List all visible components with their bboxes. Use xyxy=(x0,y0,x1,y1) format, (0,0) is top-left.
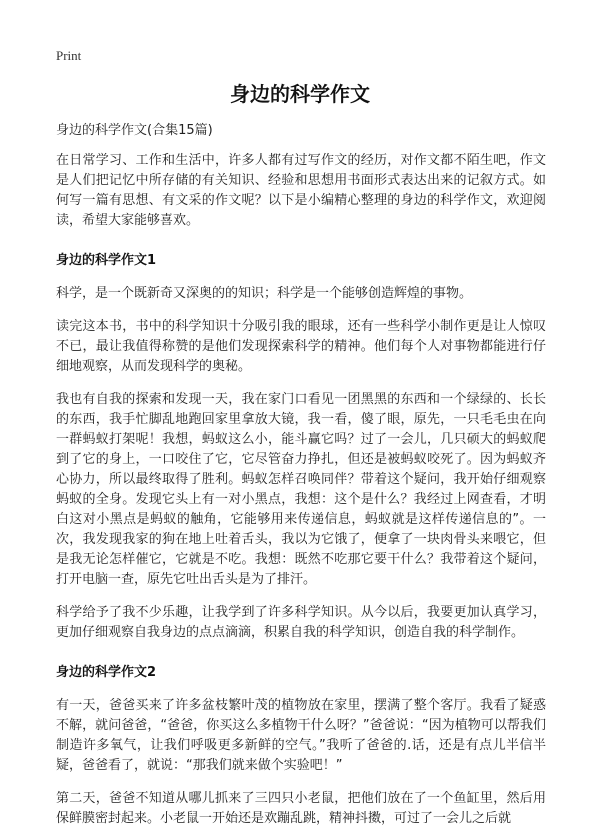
section-paragraph: 科学给予了我不少乐趣，让我学到了许多科学知识。从今以后，我要更加认真学习，更加仔细观察自我身边的点点滴滴，积累自我的科学知识，创造自我的科学制作。 xyxy=(56,605,546,640)
section-heading: 身边的科学作文2 xyxy=(56,665,157,680)
section-paragraph: 有一天，爸爸买来了许多盆枝繁叶茂的植物放在家里，摆满了整个客厅。我看了疑惑不解，就问爸爸，“爸爸，你买这么多植物干什么呀？”爸爸说：“因为植物可以帮我们制造许多氧气，让我们呼吸更多新鲜的空气。”我听了爸爸的.话，还是有点儿半信半疑，爸爸看了，就说：“那我们就来做个实验吧！” xyxy=(56,698,546,773)
intro-paragraph: 在日常学习、工作和生活中，许多人都有过写作文的经历，对作文都不陌生吧，作文是人们把记忆中所存储的有关知识、经验和思想用书面形式表达出来的记叙方式。如何写一篇有思想、有文采的作文呢？以下是小编精心整理的身边的科学作文，欢迎阅读，希望大家能够喜欢。 xyxy=(56,153,546,228)
page-title: 身边的科学作文 xyxy=(230,82,370,106)
section-2 xyxy=(56,663,546,828)
print-link[interactable]: Print xyxy=(56,48,82,63)
section-heading: 身边的科学作文1 xyxy=(56,253,157,268)
section-paragraph: 读完这本书，书中的科学知识十分吸引我的眼球，还有一些科学小制作更是让人惊叹不已，最让我值得称赞的是他们发现探索科学的精神。他们每个人对事物都能进行仔细地观察，从而发现科学的奥秘。 xyxy=(56,319,546,374)
section-paragraph: 第二天，爸爸不知道从哪儿抓来了三四只小老鼠，把他们放在了一个鱼缸里，然后用保鲜膜密封起来。小老鼠一开始还是欢蹦乱跳，精神抖擞，可过了一会儿之后就 xyxy=(56,791,546,826)
article-subtitle: 身边的科学作文(合集15篇) xyxy=(56,123,213,138)
article-body xyxy=(56,121,546,828)
section-paragraph: 科学，是一个既新奇又深奥的的知识；科学是一个能够创造辉煌的事物。 xyxy=(56,286,473,301)
section-1 xyxy=(56,251,546,643)
section-paragraph: 我也有自我的探索和发现一天，我在家门口看见一团黑黑的东西和一个绿绿的、长长的东西，我手忙脚乱地跑回家里拿放大镜，我一看，傻了眼，原先，一只毛毛虫在向一群蚂蚁打架呢！我想，蚂蚁这么小，能斗赢它吗？过了一会儿，几只硕大的蚂蚁爬到了它的身上，一口咬住了它，它尽管奋力挣扎，但还是被蚂蚁咬死了。因为蚂蚁齐心协力，所以最终取得了胜利。蚂蚁怎样召唤同伴？带着这个疑问，我开始仔细观察蚂蚁的全身。发现它头上有一对小黑点，我想：这个是什么？我经过上网查看，才明白这对小黑点是蚂蚁的触角，它能够用来传递信息，蚂蚁就是这样传递信息的”。一次，我发现我家的狗在地上吐着舌头，我以为它饿了，便拿了一块肉骨头来喂它，但是我无论怎样催它，它就是不吃。我想：既然不吃那它要干什么？我带着这个疑问，打开电脑一查，原先它吐出舌头是为了排汗。 xyxy=(56,392,546,587)
